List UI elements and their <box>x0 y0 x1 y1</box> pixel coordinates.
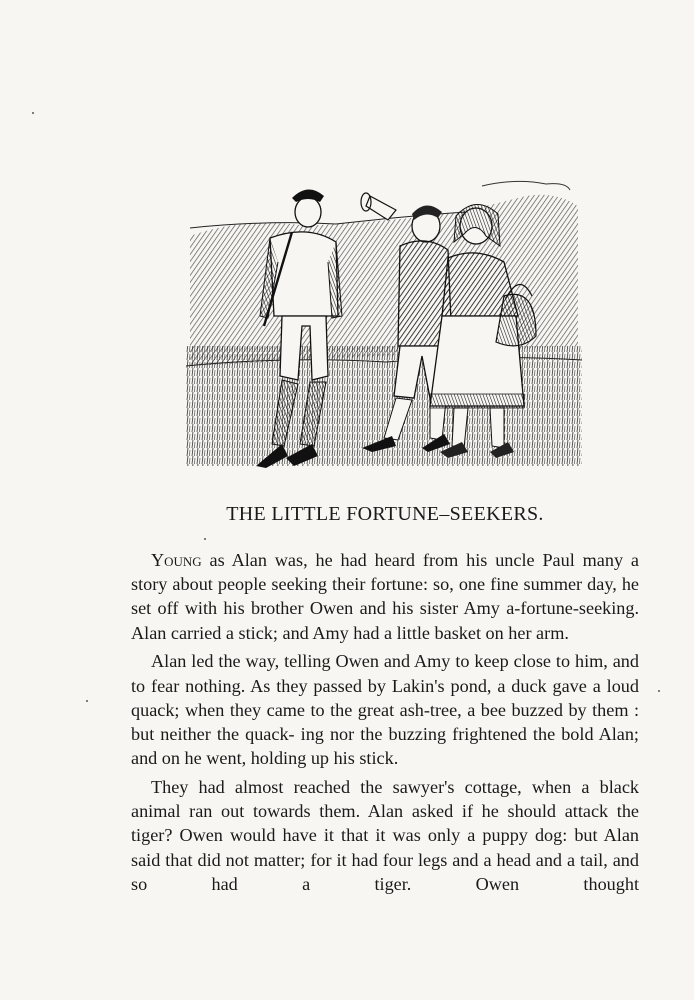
text-line: many a story about people seeking their fortune: so, one <box>131 550 640 595</box>
text-line: great ash-tree, a bee buzzed by them : but neither the quack- <box>131 699 640 745</box>
paper-speck <box>32 112 34 114</box>
text-line: fine summer day, he set off with his brother Owen and <box>131 574 640 619</box>
story-text <box>131 548 639 901</box>
paper-speck <box>658 690 660 692</box>
text-line: They had almost reached the sawyer's cottage, when a <box>151 777 590 798</box>
text-line: Alan led the way, telling Owen and Amy to keep close <box>151 651 551 672</box>
text-line: ing nor the buzzing frightened the bold Alan; and on he <box>131 724 639 769</box>
page-title: THE LITTLE FORTUNE–SEEKERS. <box>226 503 544 525</box>
text-line: as Alan was, he had heard from his uncle Paul <box>201 550 575 570</box>
paragraph-3 <box>131 775 639 896</box>
text-line: attack the tiger? Owen would have it that it was only a <box>131 801 639 846</box>
text-line: puppy dog: but Alan said that did not matter; for it had four <box>131 825 639 870</box>
text-line: black animal ran out towards them. Alan asked if he should <box>131 777 639 822</box>
drop-lead-word: Young <box>151 550 202 570</box>
text-line: pond, a duck gave a loud quack; when they came to the <box>131 675 639 720</box>
text-line: his sister Amy a-fortune-seeking. Alan carried a stick; and <box>131 598 640 643</box>
paragraph-1 <box>131 548 639 645</box>
paragraph-2 <box>131 649 639 770</box>
paper-speck <box>204 538 206 540</box>
three-children-engraving-icon <box>186 176 582 476</box>
text-line: Amy had a little basket on her arm. <box>312 622 569 643</box>
text-line: to him, and to fear nothing. As they passed by Lakin's <box>131 651 639 696</box>
paper-speck <box>86 700 88 702</box>
text-line: legs and a head and a tail, and so had a tiger. Owen thought <box>131 849 639 894</box>
text-line: went, holding up his stick. <box>206 748 399 769</box>
